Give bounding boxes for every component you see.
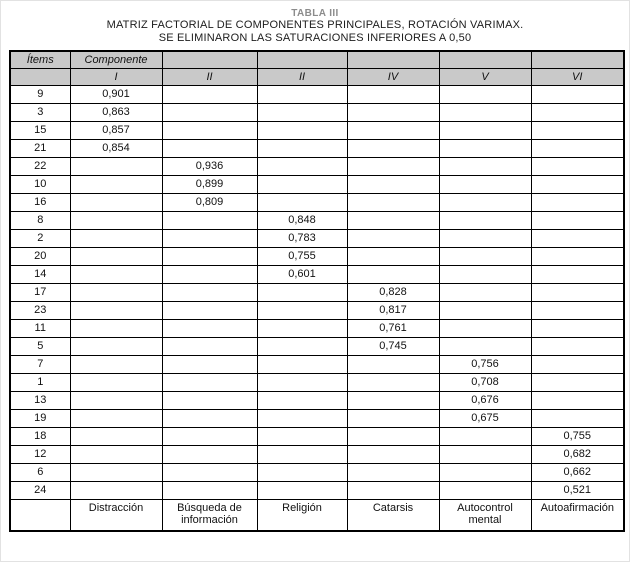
loading-value-cell: 0,675 — [439, 409, 531, 427]
empty-cell — [70, 481, 162, 499]
empty-cell — [257, 283, 347, 301]
item-number-cell: 22 — [10, 157, 70, 175]
empty-cell — [70, 409, 162, 427]
table-row — [10, 445, 624, 463]
loading-value-cell: 0,863 — [70, 103, 162, 121]
empty-cell — [257, 427, 347, 445]
empty-cell — [257, 85, 347, 103]
empty-cell — [531, 121, 624, 139]
table-title-line2: SE ELIMINARON LAS SATURACIONES INFERIORES A 0,50 — [158, 32, 472, 44]
loading-value-cell: 0,857 — [70, 121, 162, 139]
footer-blank-cell — [10, 499, 70, 531]
item-number-cell: 16 — [10, 193, 70, 211]
empty-cell — [70, 319, 162, 337]
table-row — [10, 463, 624, 481]
empty-cell — [70, 373, 162, 391]
table-row — [10, 229, 624, 247]
empty-cell — [531, 391, 624, 409]
empty-cell — [531, 193, 624, 211]
empty-cell — [439, 193, 531, 211]
table-row — [10, 427, 624, 445]
empty-cell — [347, 463, 439, 481]
empty-cell — [531, 355, 624, 373]
loading-value-cell: 0,755 — [257, 247, 347, 265]
empty-cell — [439, 247, 531, 265]
empty-cell — [162, 301, 257, 319]
item-number-cell: 21 — [10, 139, 70, 157]
empty-cell — [70, 337, 162, 355]
table-row — [10, 301, 624, 319]
factor-name-busqueda: Búsqueda de información — [162, 499, 257, 531]
empty-cell — [347, 139, 439, 157]
empty-cell — [257, 355, 347, 373]
empty-cell — [347, 175, 439, 193]
empty-cell — [257, 391, 347, 409]
empty-cell — [162, 445, 257, 463]
empty-cell — [162, 229, 257, 247]
empty-cell — [162, 85, 257, 103]
loading-value-cell: 0,854 — [70, 139, 162, 157]
empty-cell — [162, 481, 257, 499]
loading-value-cell: 0,755 — [531, 427, 624, 445]
empty-cell — [439, 175, 531, 193]
empty-cell — [439, 283, 531, 301]
column-header-i: I — [70, 68, 162, 85]
table-title-block — [9, 6, 621, 45]
table-row — [10, 283, 624, 301]
empty-cell — [70, 427, 162, 445]
column-header-ii: II — [162, 68, 257, 85]
column-header-iii: II — [257, 68, 347, 85]
item-number-cell: 23 — [10, 301, 70, 319]
factor-name-autocontrol: Autocontrol mental — [439, 499, 531, 531]
empty-cell — [439, 157, 531, 175]
empty-cell — [162, 283, 257, 301]
empty-cell — [531, 319, 624, 337]
empty-cell — [70, 391, 162, 409]
empty-cell — [162, 103, 257, 121]
item-number-cell: 1 — [10, 373, 70, 391]
loading-value-cell: 0,745 — [347, 337, 439, 355]
empty-cell — [162, 211, 257, 229]
empty-cell — [70, 157, 162, 175]
header-blank-cell — [162, 51, 257, 68]
item-number-cell: 3 — [10, 103, 70, 121]
empty-cell — [70, 355, 162, 373]
empty-cell — [439, 481, 531, 499]
item-number-cell: 12 — [10, 445, 70, 463]
loading-value-cell: 0,682 — [531, 445, 624, 463]
empty-cell — [531, 103, 624, 121]
empty-cell — [257, 373, 347, 391]
table-title-line1: MATRIZ FACTORIAL DE COMPONENTES PRINCIPALES, ROTACIÓN VARIMAX. — [106, 19, 524, 31]
empty-cell — [257, 175, 347, 193]
empty-cell — [162, 337, 257, 355]
empty-cell — [439, 463, 531, 481]
item-number-cell: 7 — [10, 355, 70, 373]
empty-cell — [162, 265, 257, 283]
loading-value-cell: 0,901 — [70, 85, 162, 103]
table-footer — [10, 499, 624, 531]
empty-cell — [531, 265, 624, 283]
item-number-cell: 17 — [10, 283, 70, 301]
factor-name-catarsis: Catarsis — [347, 499, 439, 531]
header-blank-cell — [10, 68, 70, 85]
loading-value-cell: 0,601 — [257, 265, 347, 283]
empty-cell — [439, 211, 531, 229]
empty-cell — [70, 265, 162, 283]
empty-cell — [531, 85, 624, 103]
loading-value-cell: 0,761 — [347, 319, 439, 337]
empty-cell — [257, 301, 347, 319]
empty-cell — [162, 247, 257, 265]
table-body — [10, 85, 624, 499]
empty-cell — [531, 157, 624, 175]
loading-value-cell: 0,936 — [162, 157, 257, 175]
loading-value-cell: 0,817 — [347, 301, 439, 319]
table-row — [10, 265, 624, 283]
table-row — [10, 409, 624, 427]
table-row — [10, 157, 624, 175]
column-header-iv: IV — [347, 68, 439, 85]
item-number-cell: 9 — [10, 85, 70, 103]
factor-name-religion: Religión — [257, 499, 347, 531]
item-number-cell: 24 — [10, 481, 70, 499]
header-blank-cell — [347, 51, 439, 68]
table-row — [10, 355, 624, 373]
table-row — [10, 175, 624, 193]
empty-cell — [439, 139, 531, 157]
empty-cell — [439, 427, 531, 445]
empty-cell — [162, 427, 257, 445]
table-row — [10, 337, 624, 355]
factor-name-autoafirmacion: Autoafirmación — [531, 499, 624, 531]
empty-cell — [257, 103, 347, 121]
table-row — [10, 139, 624, 157]
empty-cell — [162, 121, 257, 139]
empty-cell — [257, 481, 347, 499]
empty-cell — [347, 265, 439, 283]
empty-cell — [531, 301, 624, 319]
empty-cell — [531, 409, 624, 427]
empty-cell — [439, 319, 531, 337]
empty-cell — [531, 175, 624, 193]
table-row — [10, 85, 624, 103]
item-number-cell: 13 — [10, 391, 70, 409]
empty-cell — [162, 139, 257, 157]
header-blank-cell — [531, 51, 624, 68]
column-header-vi: VI — [531, 68, 624, 85]
empty-cell — [70, 175, 162, 193]
empty-cell — [439, 265, 531, 283]
item-number-cell: 11 — [10, 319, 70, 337]
empty-cell — [257, 445, 347, 463]
table-row — [10, 319, 624, 337]
empty-cell — [347, 103, 439, 121]
loading-value-cell: 0,676 — [439, 391, 531, 409]
items-column-header: Ítems — [10, 51, 70, 68]
empty-cell — [439, 85, 531, 103]
componente-group-header: Componente — [70, 51, 162, 68]
empty-cell — [70, 229, 162, 247]
empty-cell — [162, 463, 257, 481]
empty-cell — [162, 355, 257, 373]
empty-cell — [347, 229, 439, 247]
empty-cell — [439, 445, 531, 463]
empty-cell — [257, 337, 347, 355]
item-number-cell: 6 — [10, 463, 70, 481]
empty-cell — [70, 463, 162, 481]
factor-names-row — [10, 499, 624, 531]
loading-value-cell: 0,783 — [257, 229, 347, 247]
empty-cell — [162, 409, 257, 427]
table-row — [10, 391, 624, 409]
empty-cell — [531, 229, 624, 247]
empty-cell — [531, 373, 624, 391]
item-number-cell: 5 — [10, 337, 70, 355]
item-number-cell: 14 — [10, 265, 70, 283]
table-row — [10, 247, 624, 265]
empty-cell — [439, 229, 531, 247]
empty-cell — [347, 121, 439, 139]
empty-cell — [439, 121, 531, 139]
loading-value-cell: 0,708 — [439, 373, 531, 391]
column-header-v: V — [439, 68, 531, 85]
empty-cell — [347, 445, 439, 463]
item-number-cell: 18 — [10, 427, 70, 445]
empty-cell — [257, 157, 347, 175]
empty-cell — [531, 139, 624, 157]
item-number-cell: 19 — [10, 409, 70, 427]
empty-cell — [439, 301, 531, 319]
item-number-cell: 2 — [10, 229, 70, 247]
empty-cell — [70, 283, 162, 301]
factor-name-distraccion: Distracción — [70, 499, 162, 531]
empty-cell — [531, 247, 624, 265]
empty-cell — [347, 373, 439, 391]
empty-cell — [439, 337, 531, 355]
table-header — [10, 51, 624, 85]
loading-value-cell: 0,848 — [257, 211, 347, 229]
item-number-cell: 8 — [10, 211, 70, 229]
empty-cell — [347, 85, 439, 103]
empty-cell — [531, 337, 624, 355]
table-row — [10, 373, 624, 391]
empty-cell — [531, 283, 624, 301]
header-row-components — [10, 68, 624, 85]
empty-cell — [257, 139, 347, 157]
empty-cell — [162, 391, 257, 409]
factor-matrix-table — [9, 50, 625, 532]
empty-cell — [70, 247, 162, 265]
loading-value-cell: 0,809 — [162, 193, 257, 211]
empty-cell — [347, 247, 439, 265]
item-number-cell: 10 — [10, 175, 70, 193]
table-row — [10, 211, 624, 229]
loading-value-cell: 0,828 — [347, 283, 439, 301]
item-number-cell: 15 — [10, 121, 70, 139]
empty-cell — [347, 193, 439, 211]
loading-value-cell: 0,521 — [531, 481, 624, 499]
loading-value-cell: 0,662 — [531, 463, 624, 481]
header-row-groups — [10, 51, 624, 68]
header-blank-cell — [439, 51, 531, 68]
loading-value-cell: 0,756 — [439, 355, 531, 373]
empty-cell — [347, 409, 439, 427]
empty-cell — [439, 103, 531, 121]
item-number-cell: 20 — [10, 247, 70, 265]
table-number-label: TABLA III — [291, 8, 339, 19]
empty-cell — [162, 373, 257, 391]
empty-cell — [70, 211, 162, 229]
empty-cell — [70, 445, 162, 463]
empty-cell — [347, 481, 439, 499]
header-blank-cell — [257, 51, 347, 68]
table-row — [10, 121, 624, 139]
empty-cell — [347, 157, 439, 175]
empty-cell — [257, 463, 347, 481]
loading-value-cell: 0,899 — [162, 175, 257, 193]
empty-cell — [531, 211, 624, 229]
empty-cell — [257, 193, 347, 211]
empty-cell — [347, 427, 439, 445]
table-row — [10, 193, 624, 211]
empty-cell — [70, 301, 162, 319]
empty-cell — [257, 319, 347, 337]
empty-cell — [70, 193, 162, 211]
empty-cell — [257, 121, 347, 139]
empty-cell — [347, 391, 439, 409]
empty-cell — [347, 211, 439, 229]
table-row — [10, 481, 624, 499]
empty-cell — [162, 319, 257, 337]
empty-cell — [257, 409, 347, 427]
empty-cell — [347, 355, 439, 373]
table-row — [10, 103, 624, 121]
